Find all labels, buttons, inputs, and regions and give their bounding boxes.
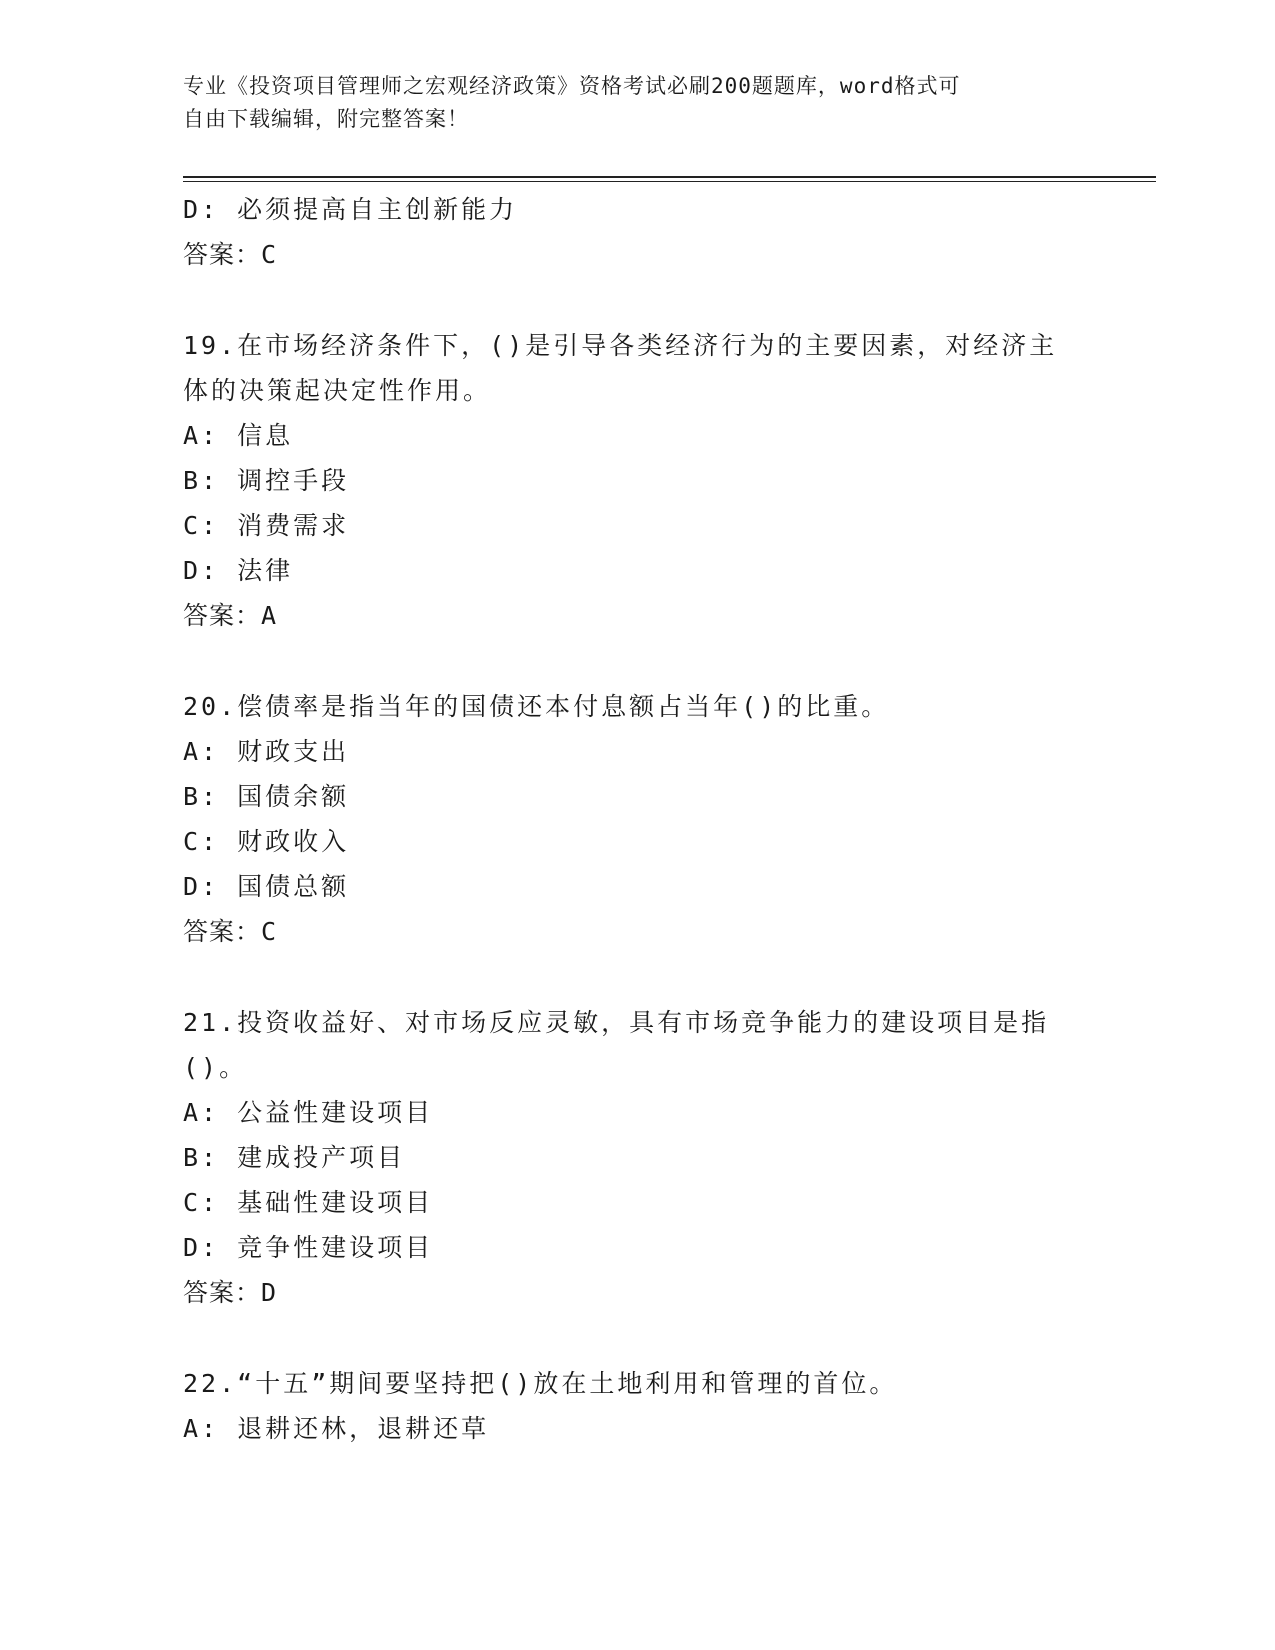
question-21 <box>183 1000 1083 1315</box>
header-line-1: 专业《投资项目管理师之宏观经济政策》资格考试必刷200题题库，word格式可 <box>183 74 961 98</box>
question-text: 19.在市场经济条件下，()是引导各类经济行为的主要因素，对经济主体的决策起决定性作用。 <box>183 331 1058 405</box>
option-c: C: 基础性建设项目 <box>183 1188 434 1217</box>
option-a: A: 退耕还林，退耕还草 <box>183 1414 490 1443</box>
header-line-2: 自由下载编辑，附完整答案！ <box>183 107 469 131</box>
option-b: B: 建成投产项目 <box>183 1143 406 1172</box>
option-b: B: 调控手段 <box>183 466 350 495</box>
answer-value: A <box>261 601 278 630</box>
answer-line <box>183 1270 1083 1315</box>
document-header <box>183 70 1063 136</box>
answer-line <box>183 909 1083 954</box>
carry-over-block <box>183 187 1083 277</box>
answer-value: C <box>261 917 278 946</box>
header-rule-thick <box>183 176 1156 178</box>
option-d: D: 竞争性建设项目 <box>183 1233 434 1262</box>
option-c: C: 财政收入 <box>183 827 350 856</box>
question-20 <box>183 684 1083 954</box>
answer-label: 答案： <box>183 1278 262 1307</box>
option-d: D: 法律 <box>183 556 294 585</box>
option-d: D: 必须提高自主创新能力 <box>183 195 518 224</box>
option-b: B: 国债余额 <box>183 782 350 811</box>
question-text: 22.“十五”期间要坚持把()放在土地利用和管理的首位。 <box>183 1369 898 1398</box>
question-22 <box>183 1361 1083 1451</box>
question-text: 20.偿债率是指当年的国债还本付息额占当年()的比重。 <box>183 692 890 721</box>
answer-value: D <box>261 1278 278 1307</box>
option-c: C: 消费需求 <box>183 511 350 540</box>
answer-line <box>183 593 1083 638</box>
header-rule-thin <box>183 181 1156 182</box>
option-d: D: 国债总额 <box>183 872 350 901</box>
answer-label: 答案： <box>183 917 262 946</box>
option-a: A: 公益性建设项目 <box>183 1098 434 1127</box>
answer-label: 答案： <box>183 601 262 630</box>
question-text: 21.投资收益好、对市场反应灵敏，具有市场竞争能力的建设项目是指()。 <box>183 1008 1050 1082</box>
option-a: A: 财政支出 <box>183 737 350 766</box>
answer-line <box>183 232 1083 277</box>
question-content <box>183 187 1083 1451</box>
answer-value: C <box>261 240 278 269</box>
question-19 <box>183 323 1083 638</box>
answer-label: 答案： <box>183 240 262 269</box>
option-a: A: 信息 <box>183 421 294 450</box>
